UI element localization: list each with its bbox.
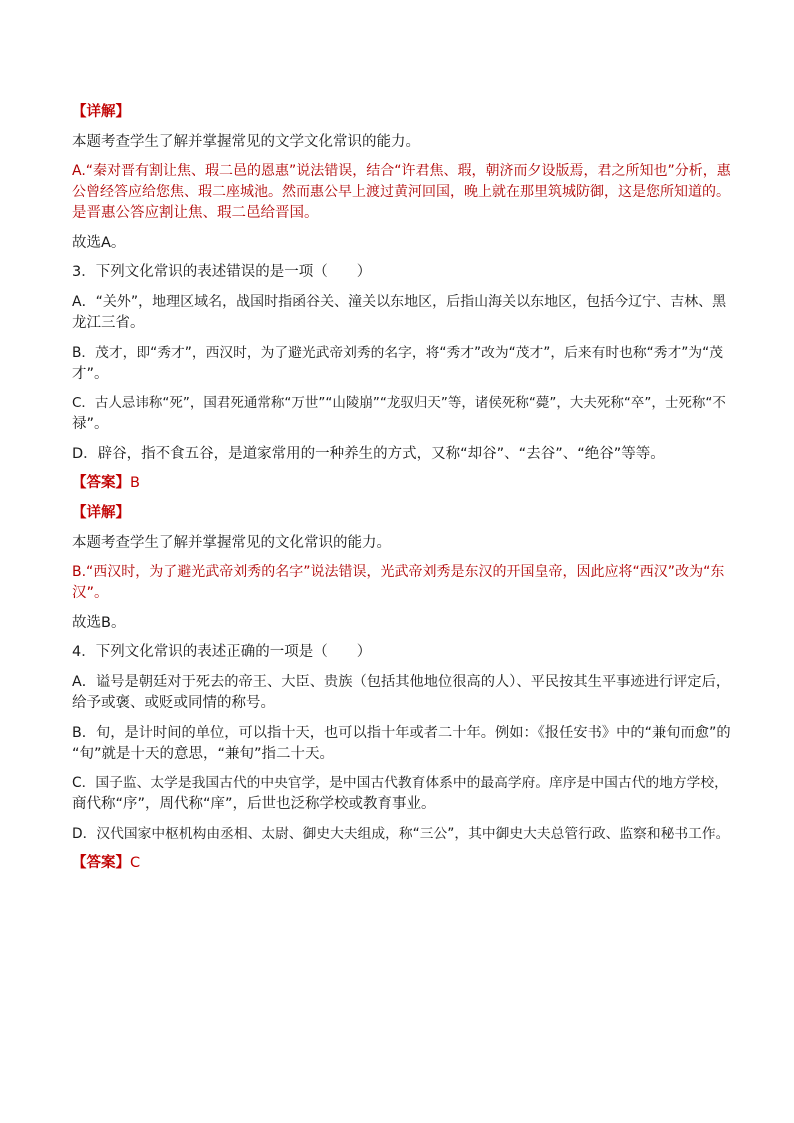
- intro-text: 本题考查学生了解并掌握常见的文学文化常识的能力。: [72, 133, 420, 150]
- detail-intro: [72, 132, 732, 153]
- analysis-line: 汉”。: [72, 585, 109, 602]
- answer-line: [72, 473, 732, 494]
- option-line: 商代称“序”，周代称“庠”，后世也泛称学校或教育事业。: [72, 796, 436, 813]
- option-line: 禄”。: [72, 416, 109, 433]
- option-line: D．汉代国家中枢机构由丞相、太尉、御史大夫组成，称“三公”，其中御史大夫总管行政、监察和秘书工作。: [72, 825, 730, 842]
- question-3-conclusion: [72, 613, 732, 634]
- option-line: C．古人忌讳称“死”，国君死通常称“万世”“山陵崩”“龙驭归天”等，诸侯死称“薨”，大夫死称“卒”，士死称“不: [72, 395, 726, 412]
- answer-line: [72, 853, 732, 874]
- question-3-answer: [72, 473, 732, 494]
- question-3-option-c: [72, 393, 732, 435]
- question-3-stem: [72, 262, 732, 283]
- option-line: 才”。: [72, 365, 109, 382]
- question-3-option-d: [72, 444, 732, 465]
- question-3-detail: [72, 503, 732, 524]
- option-line: B．旬，是计时间的单位，可以指十天，也可以指十年或者二十年。例如：《报任安书》中的“兼旬而愈”的: [72, 724, 731, 741]
- analysis-line: A.“秦对晋有割让焦、瑕二邑的恩惠”说法错误，结合“许君焦、瑕，朝济而夕设版焉，君之所知也”分析，惠: [72, 163, 731, 180]
- question-4-option-b: [72, 723, 732, 765]
- question-3-option-b: [72, 343, 732, 385]
- conclusion-text: 故选B。: [72, 614, 126, 631]
- intro-text: 本题考查学生了解并掌握常见的文化常识的能力。: [72, 534, 391, 551]
- detail-heading: 【详解】: [72, 504, 130, 521]
- option-line: “旬”就是十天的意思，“兼旬”指二十天。: [72, 745, 335, 762]
- question-4-option-d: [72, 824, 732, 845]
- question-stem: 4．下列文化常识的表述正确的一项是（ ）: [72, 644, 372, 661]
- option-line: C．国子监、太学是我国古代的中央官学，是中国古代教育体系中的最高学府。庠序是中国古代的地方学校，: [72, 775, 728, 792]
- option-line: A．谥号是朝廷对于死去的帝王、大臣、贵族（包括其他地位很高的人）、平民按其生平事迹进行评定后，: [72, 673, 731, 690]
- answer-heading: 【答案】: [72, 855, 130, 872]
- detail-heading: 【详解】: [72, 104, 130, 120]
- conclusion: [72, 233, 732, 254]
- question-4-option-a: [72, 672, 732, 714]
- document-page: [72, 102, 732, 883]
- analysis-line: 公曾经答应给您焦、瑕二座城池。然而惠公早上渡过黄河回国，晚上就在那里筑城防御，这是您所知道的。: [72, 184, 730, 201]
- option-line: 给予或褒、或贬或同情的称号。: [72, 694, 275, 711]
- question-3-option-a: [72, 292, 732, 334]
- option-line: D．辟谷，指不食五谷，是道家常用的一种养生的方式，又称“却谷”、“去谷”、“绝谷”等等。: [72, 445, 665, 462]
- analysis-line: B.“西汉时，为了避光武帝刘秀的名字”说法错误，光武帝刘秀是东汉的开国皇帝，因此应将“西汉”改为“东: [72, 564, 725, 581]
- option-line: 龙江三省。: [72, 314, 145, 331]
- question-3-analysis: [72, 562, 732, 604]
- question-3-intro: [72, 533, 732, 554]
- answer-value: B: [130, 475, 140, 492]
- detail-analysis: [72, 161, 732, 224]
- question-4-stem: [72, 642, 732, 663]
- answer-heading: 【答案】: [72, 475, 130, 492]
- answer-value: C: [130, 855, 141, 872]
- option-line: B．茂才，即“秀才”，西汉时，为了避光武帝刘秀的名字，将“秀才”改为“茂才”，后来有时也称“秀才”为“茂: [72, 344, 724, 361]
- detail-section-1: [72, 102, 732, 123]
- question-4-answer: [72, 853, 732, 874]
- question-4-option-c: [72, 773, 732, 815]
- option-line: A．“关外”，地理区域名，战国时指函谷关、潼关以东地区，后指山海关以东地区，包括今辽宁、吉林、黑: [72, 293, 727, 310]
- analysis-line: 是晋惠公答应割让焦、瑕二邑给晋国。: [72, 205, 319, 222]
- question-stem: 3．下列文化常识的表述错误的是一项（ ）: [72, 264, 372, 281]
- conclusion-text: 故选A。: [72, 234, 126, 251]
